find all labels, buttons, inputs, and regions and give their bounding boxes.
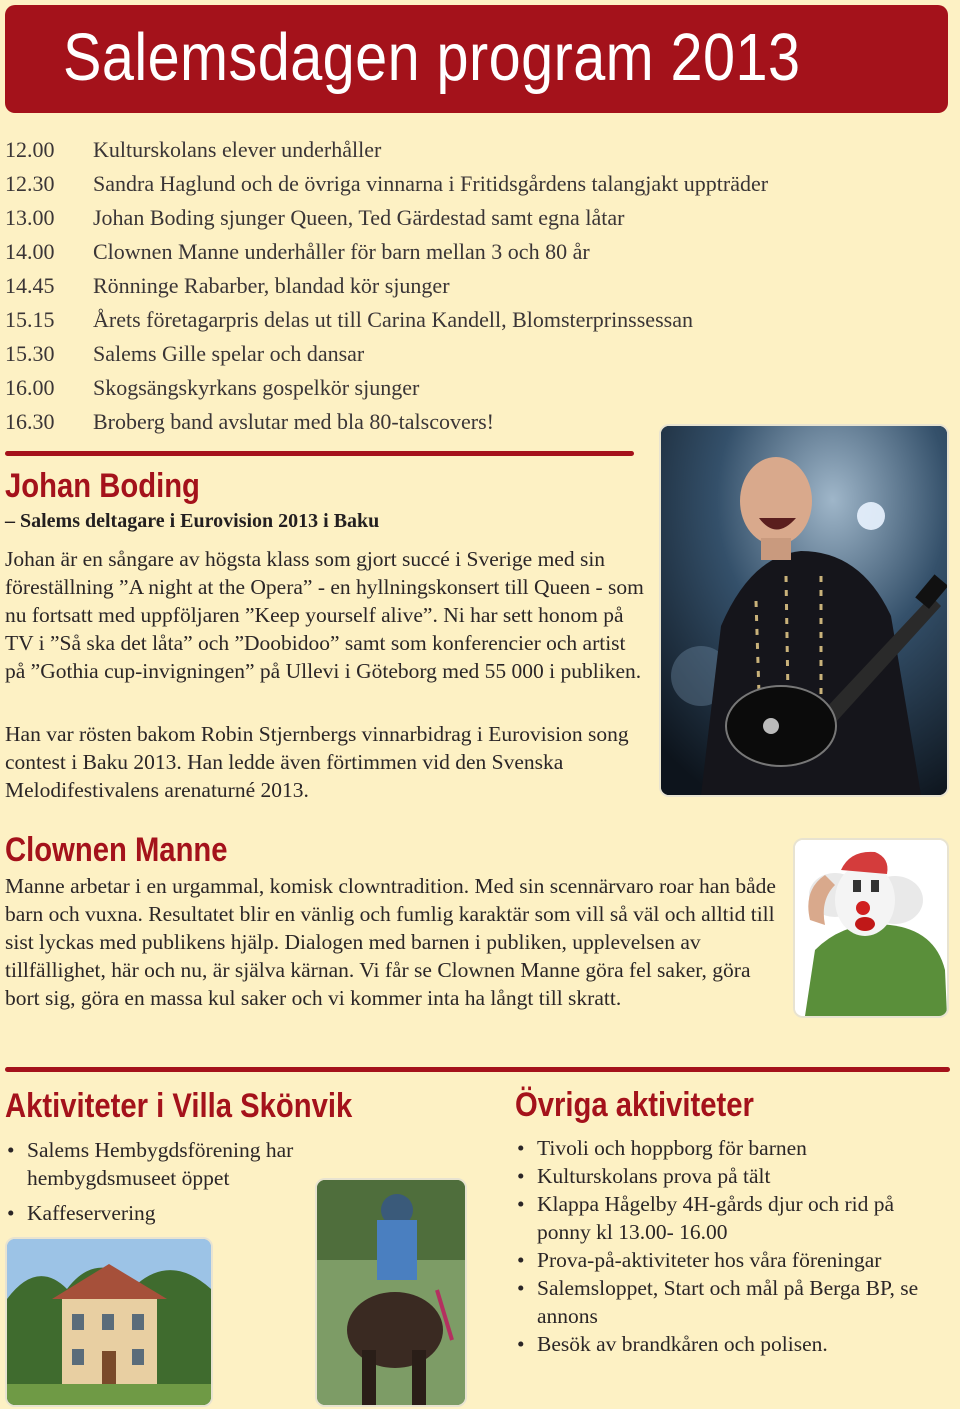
schedule-item [5, 167, 768, 201]
schedule-text: Salems Gille spelar och dansar [93, 341, 365, 366]
schedule-item [5, 337, 768, 371]
schedule-text: Clownen Manne underhåller för barn mellan 3 och 80 år [93, 239, 590, 264]
list-item: • Klappa Hågelby 4H-gårds djur och rid på ponny kl 13.00- 16.00 [515, 1190, 945, 1246]
villa-heading: Aktiviteter i Villa Skönvik [5, 1087, 353, 1125]
schedule-item [5, 201, 768, 235]
schedule-text: Johan Boding sjunger Queen, Ted Gärdestad samt egna låtar [93, 205, 625, 230]
villa-activities-list [5, 1136, 345, 1227]
section-divider [5, 1067, 950, 1072]
schedule-list [5, 133, 768, 439]
clown-illustration [795, 840, 947, 1016]
schedule-item [5, 303, 768, 337]
pony-illustration [317, 1180, 465, 1405]
clown-paragraph: Manne arbetar i en urgammal, komisk clowntradition. Med sin scennärvaro roar han både barn och vuxna. Resultatet blir en vänlig och fumlig karaktär som vill så väl och alltid till sist lyckas med publikens hjälp. Dialogen med barnen i publiken, upplevelsen av tillfällighet, här och nu, är själva kärnan. Vi får se Clownen Manne göra fel saker, göra bort sig, göra en massa kul saker och vi kommer inta ha långt till skratt. [5, 874, 776, 1010]
villa-illustration [7, 1239, 211, 1405]
schedule-text: Skogsängskyrkans gospelkör sjunger [93, 375, 420, 400]
list-item: • Salemsloppet, Start och mål på Berga BP, se annons [515, 1274, 945, 1330]
list-item: • Prova-på-aktiviteter hos våra föreningar [515, 1246, 945, 1274]
schedule-time: 16.30 [5, 409, 55, 434]
johan-subheading: – Salems deltagare i Eurovision 2013 i Baku [5, 510, 380, 532]
schedule-item [5, 235, 768, 269]
list-item: • Salems Hembygdsförening har hembygdsmuseet öppet [5, 1136, 345, 1192]
clown-photo [793, 838, 949, 1018]
schedule-item [5, 405, 768, 439]
schedule-time: 16.00 [5, 375, 55, 400]
schedule-time: 14.45 [5, 273, 55, 298]
section-divider [5, 451, 634, 456]
other-heading: Övriga aktiviteter [515, 1086, 754, 1124]
list-item: • Tivoli och hoppborg för barnen [515, 1134, 945, 1162]
list-item: • Kaffeservering [5, 1199, 345, 1227]
schedule-item [5, 371, 768, 405]
title-banner [5, 5, 948, 113]
schedule-text: Broberg band avslutar med bla 80-talscovers! [93, 409, 494, 434]
schedule-time: 13.00 [5, 205, 55, 230]
schedule-item [5, 133, 768, 167]
schedule-time: 15.30 [5, 341, 55, 366]
other-activities-list [515, 1134, 945, 1358]
schedule-text: Sandra Haglund och de övriga vinnarna i Fritidsgårdens talangjakt uppträder [93, 171, 769, 196]
schedule-text: Kulturskolans elever underhåller [93, 137, 382, 162]
johan-paragraph-1: Johan är en sångare av högsta klass som gjort succé i Sverige med sin föreställning ”A night at the Opera” - en hyllningskonsert till Queen - som nu fortsatt med uppföljaren ”Keep yourself alive”. Ni har sett honom på TV i ”Så ska det låta” och ”Doobidoo” samt som konferencier och artist på ”Gothia cup-invigningen” på Ullevi i Göteborg med 55 000 i publiken. [5, 547, 644, 683]
schedule-item [5, 269, 768, 303]
schedule-time: 15.15 [5, 307, 55, 332]
singer-illustration [661, 426, 947, 795]
schedule-time: 14.00 [5, 239, 55, 264]
schedule-text: Rönninge Rabarber, blandad kör sjunger [93, 273, 450, 298]
list-item: • Kulturskolans prova på tält [515, 1162, 945, 1190]
page-title: Salemsdagen program 2013 [63, 20, 801, 95]
pony-photo [315, 1178, 467, 1407]
schedule-text: Årets företagarpris delas ut till Carina Kandell, Blomsterprinssessan [93, 307, 693, 332]
list-item: • Besök av brandkåren och polisen. [515, 1330, 945, 1358]
schedule-time: 12.00 [5, 137, 55, 162]
clown-heading: Clownen Manne [5, 831, 228, 869]
johan-paragraph-2: Han var rösten bakom Robin Stjernbergs vinnarbidrag i Eurovision song contest i Baku 2013. Han ledde även förtimmen vid den Svenska Melodifestivalens arenaturné 2013. [5, 722, 629, 802]
johan-heading: Johan Boding [5, 467, 200, 505]
villa-photo [5, 1237, 213, 1407]
johan-boding-photo [659, 424, 949, 797]
schedule-time: 12.30 [5, 171, 55, 196]
